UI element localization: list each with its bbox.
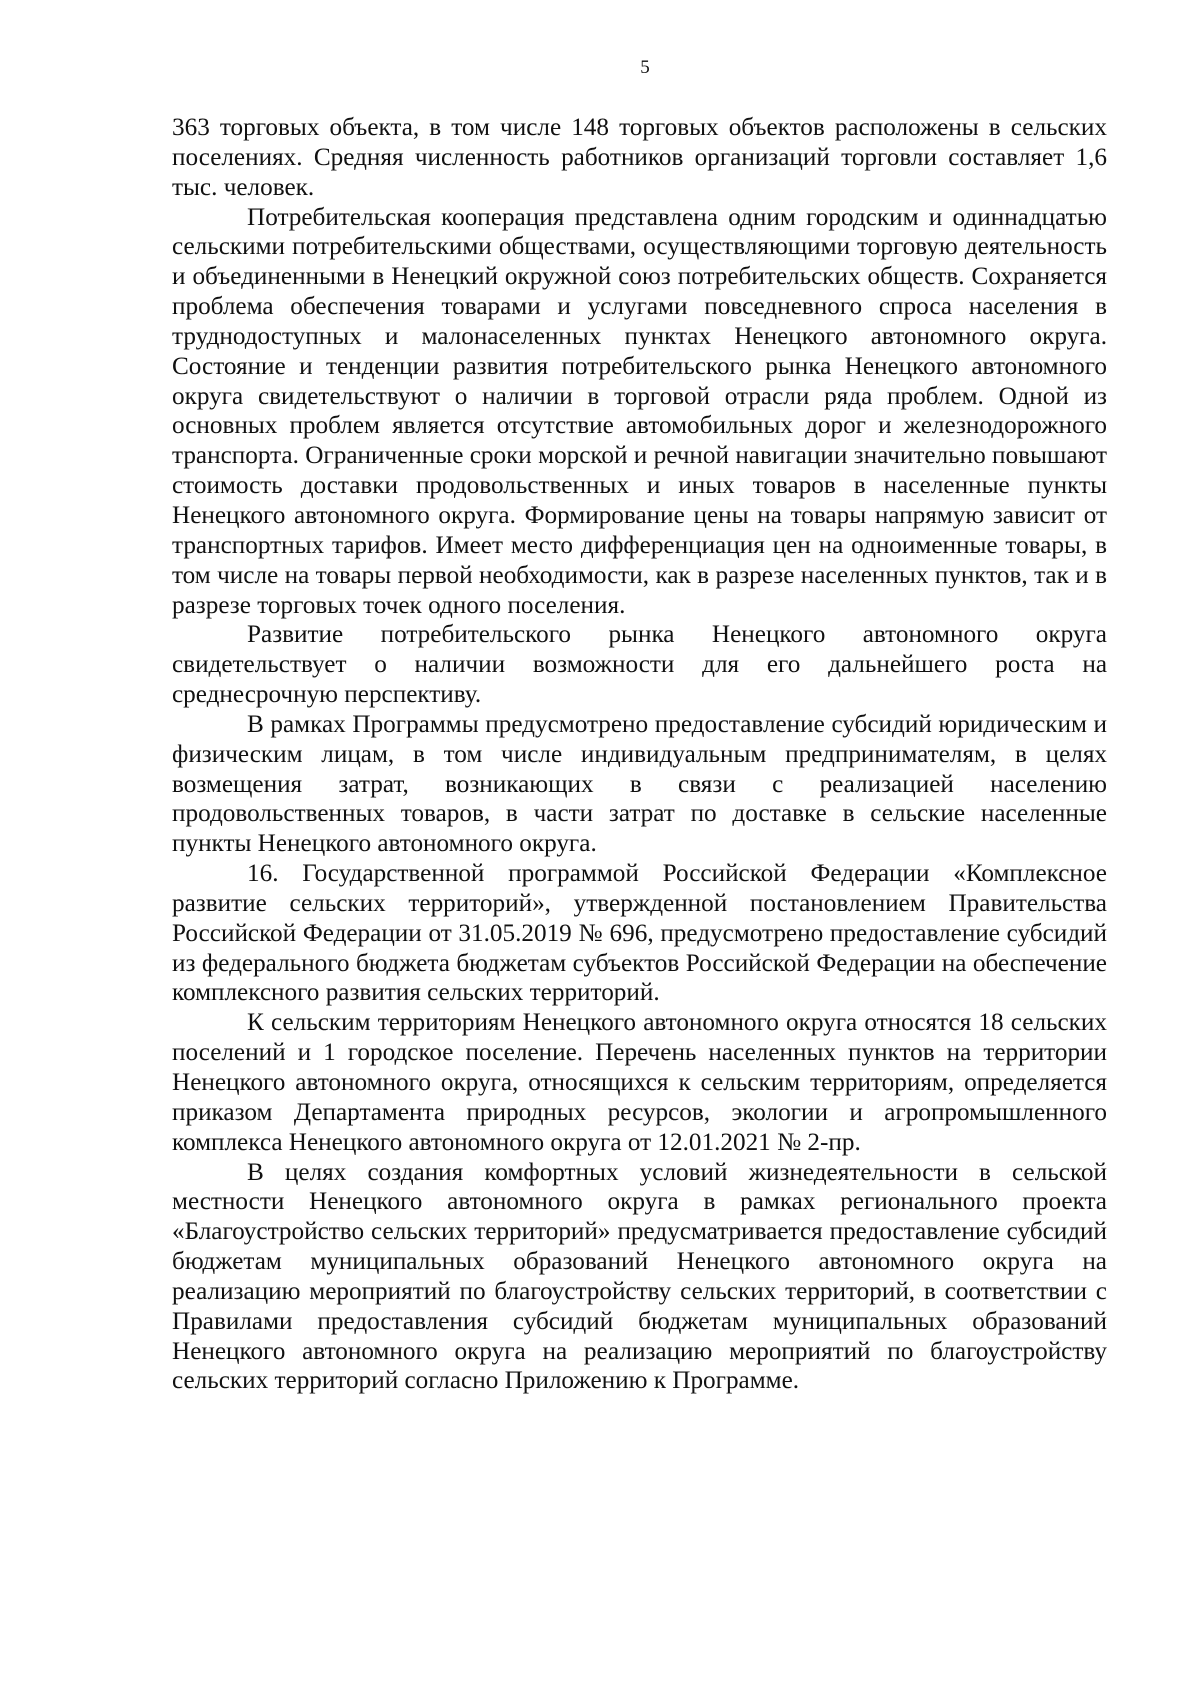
paragraph-rural-territories: К сельским территориям Ненецкого автономного округа относятся 18 сельских поселений и 1 городское поселение. Перечень населенных пунктов на территории Ненецкого автономного округа, относящихся к сельским территориям, определяется приказом Департамента природных ресурсов, экологии и агропромышленного комплекса Ненецкого автономного округа от 12.01.2021 № 2-пр. [172, 1009, 1107, 1156]
paragraph-trade-objects: 363 торговых объекта, в том числе 148 торговых объектов расположены в сельских поселениях. Средняя численность работников организаций торговли составляет 1,6 тыс. человек. [172, 114, 1107, 201]
paragraph-consumer-cooperation: Потребительская кооперация представлена одним городским и одиннадцатью сельскими потребительскими обществами, осуществляющими торговую деятельность и объединенными в Ненецкий окружной союз потребительских обществ. Сохраняется проблема обеспечения товарами и услугами повседневного спроса населения в труднодоступных и малонаселенных пунктах Ненецкого автономного округа. Состояние и тенденции развития потребительского рынка Ненецкого автономного округа свидетельствуют о наличии в торговой отрасли ряда проблем. Одной из основных проблем является отсутствие автомобильных дорог и железнодорожного транспорта. Ограниченные сроки морской и речной навигации значительно повышают стоимость доставки продовольственных и иных товаров в населенные пункты Ненецкого автономного округа. Формирование цены на товары напрямую зависит от транспортных тарифов. Имеет место дифференциация цен на одноименные товары, в том числе на товары первой необходимости, как в разрезе населенных пунктов, так и в разрезе торговых точек одного поселения. [172, 203, 1107, 619]
document-body [172, 113, 1107, 1396]
paragraph-federal-program: 16. Государственной программой Российской Федерации «Комплексное развитие сельских территорий», утвержденной постановлением Правительства Российской Федерации от 31.05.2019 № 696, предусмотрено предоставление субсидий из федерального бюджета бюджетам субъектов Российской Федерации на обеспечение комплексного развития сельских территорий. [172, 860, 1107, 1007]
paragraph-improvement-project: В целях создания комфортных условий жизнедеятельности в сельской местности Ненецкого автономного округа в рамках регионального проекта «Благоустройство сельских территорий» предусматривается предоставление субсидий бюджетам муниципальных образований Ненецкого автономного округа на реализацию мероприятий по благоустройству сельских территорий, в соответствии с Правилами предоставления субсидий бюджетам муниципальных образований Ненецкого автономного округа на реализацию мероприятий по благоустройству сельских территорий согласно Приложению к Программе. [172, 1158, 1107, 1395]
page-number: 5 [640, 57, 650, 78]
paragraph-market-development: Развитие потребительского рынка Ненецкого автономного округа свидетельствует о наличии возможности для его дальнейшего роста на среднесрочную перспективу. [172, 621, 1107, 709]
paragraph-subsidies-delivery: В рамках Программы предусмотрено предоставление субсидий юридическим и физическим лицам, в том числе индивидуальным предпринимателям, в целях возмещения затрат, возникающих в связи с реализацией населению продовольственных товаров, в части затрат по доставке в сельские населенные пункты Ненецкого автономного округа. [172, 710, 1107, 858]
